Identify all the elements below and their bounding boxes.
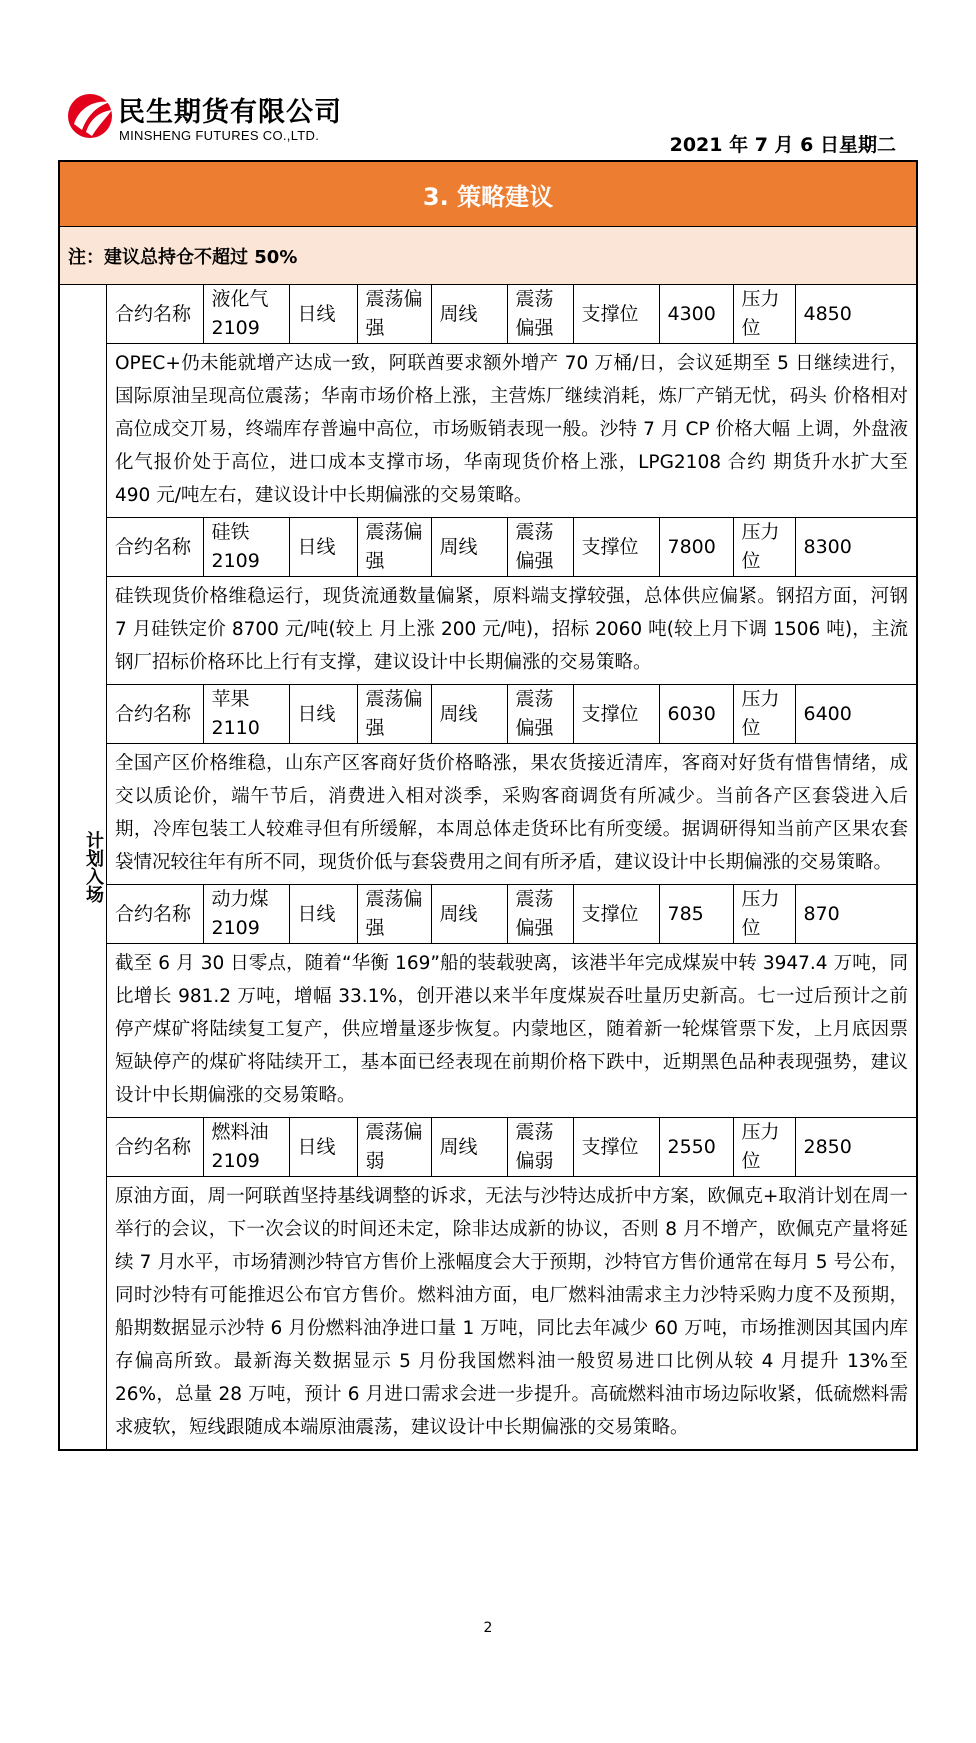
support-label: 支撑位 (573, 285, 659, 344)
company-logo (66, 90, 356, 150)
contract-header-row (107, 518, 916, 577)
contract-label: 合约名称 (107, 685, 203, 744)
contract-description-row (107, 577, 916, 685)
support-label: 支撑位 (573, 685, 659, 744)
weekly-label: 周线 (431, 1118, 507, 1177)
weekly-label: 周线 (431, 685, 507, 744)
resistance-label: 压力位 (733, 885, 795, 944)
contract-header-row (107, 885, 916, 944)
support-label: 支撑位 (573, 518, 659, 577)
contract-label: 合约名称 (107, 518, 203, 577)
resistance-label: 压力位 (733, 685, 795, 744)
daily-trend: 震荡偏强 (357, 885, 431, 944)
minsheng-logo-icon (66, 90, 116, 140)
contract-description: 全国产区价格维稳，山东产区客商好货价格略涨，果农货接近清库，客商对好货有惜售情绪，成交以质论价，端午节后，消费进入相对淡季，采购客商调货有所减少。当前各产区套袋进入后期，冷库包装工人较难寻但有所缓解，本周总体走货环比有所变缓。据调研得知当前产区果农套袋情况较往年有所不同，现货价低与套袋费用之间有所矛盾，建议设计中长期偏涨的交易策略。 (107, 744, 916, 885)
contract-name: 液化气 2109 (203, 285, 289, 344)
weekly-label: 周线 (431, 885, 507, 944)
contract-description: OPEC+仍未能就增产达成一致，阿联酋要求额外增产 70 万桶/日，会议延期至 5 日继续进行，国际原油呈现高位震荡；华南市场价格上涨，主营炼厂继续消耗，炼厂产销无忧，码头 价格相对高位成交丌易，终端库存普遍中高位，市场贩销表现一般。沙特 7 月 CP 价格大幅 上调，外盘液化气报价处于高位，进口成本支撑市场，华南现货价格上涨，LPG2108 合约 期货升水扩大至 490 元/吨左右，建议设计中长期偏涨的交易策略。 (107, 344, 916, 518)
support-label: 支撑位 (573, 885, 659, 944)
resistance-value: 6400 (795, 685, 916, 744)
contract-name: 燃料油 2109 (203, 1118, 289, 1177)
resistance-value: 2850 (795, 1118, 916, 1177)
support-value: 4300 (659, 285, 733, 344)
resistance-value: 4850 (795, 285, 916, 344)
resistance-value: 870 (795, 885, 916, 944)
daily-label: 日线 (289, 285, 357, 344)
contract-description-row (107, 744, 916, 885)
contracts-area (107, 285, 916, 1449)
daily-trend: 震荡偏强 (357, 518, 431, 577)
strategy-table (58, 160, 918, 1451)
contract-name: 动力煤 2109 (203, 885, 289, 944)
contracts-table (107, 285, 916, 1449)
side-label: 计划入场 (83, 831, 104, 903)
section-title: 3. 策略建议 (60, 162, 916, 227)
contract-label: 合约名称 (107, 285, 203, 344)
contract-description: 原油方面，周一阿联酋坚持基线调整的诉求，无法与沙特达成折中方案，欧佩克+取消计划在周一举行的会议，下一次会议的时间还未定，除非达成新的协议，否则 8 月不增产，欧佩克产量将延续 7 月水平，市场猜测沙特官方售价上涨幅度会大于预期，沙特官方售价通常在每月 5 号公布，同时沙特有可能推迟公布官方售价。燃料油方面，电厂燃料油需求主力沙特采购力度不及预期，船期数据显示沙特 6 月份燃料油净进口量 1 万吨，同比去年减少 60 万吨，市场推测因其国内库存偏高所致。最新海关数据显示 5 月份我国燃料油一般贸易进口比例从较 4 月提升 13%至 26%，总量 28 万吨，预计 6 月进口需求会进一步提升。高硫燃料油市场边际收紧，低硫燃料需求疲软，短线跟随成本端原油震荡，建议设计中长期偏涨的交易策略。 (107, 1177, 916, 1450)
support-value: 785 (659, 885, 733, 944)
support-value: 6030 (659, 685, 733, 744)
daily-label: 日线 (289, 1118, 357, 1177)
page-number: 2 (483, 1620, 493, 1636)
weekly-trend: 震荡偏强 (507, 885, 573, 944)
contract-label: 合约名称 (107, 1118, 203, 1177)
weekly-label: 周线 (431, 285, 507, 344)
daily-label: 日线 (289, 518, 357, 577)
daily-trend: 震荡偏强 (357, 285, 431, 344)
daily-trend: 震荡偏弱 (357, 1118, 431, 1177)
contract-description-row (107, 944, 916, 1118)
weekly-trend: 震荡偏强 (507, 285, 573, 344)
contract-description: 截至 6 月 30 日零点，随着“华衡 169”船的装载驶离，该港半年完成煤炭中转 3947.4 万吨，同比增长 981.2 万吨，增幅 33.1%，创开港以来半年度煤炭吞吐量历史新高。七一过后预计之前停产煤矿将陆续复工复产，供应增量逐步恢复。内蒙地区，随着新一轮煤管票下发，上月底因票短缺停产的煤矿将陆续开工，基本面已经表现在前期价格下跌中，近期黑色品种表现强势，建议设计中长期偏涨的交易策略。 (107, 944, 916, 1118)
contract-name: 苹果 2110 (203, 685, 289, 744)
company-name-cn: 民生期货有限公司 (118, 97, 342, 128)
support-label: 支撑位 (573, 1118, 659, 1177)
contract-header-row (107, 685, 916, 744)
resistance-label: 压力位 (733, 1118, 795, 1177)
weekly-label: 周线 (431, 518, 507, 577)
contract-header-row (107, 1118, 916, 1177)
resistance-value: 8300 (795, 518, 916, 577)
position-note: 注：建议总持仓不超过 50% (60, 227, 916, 285)
contract-header-row (107, 285, 916, 344)
support-value: 2550 (659, 1118, 733, 1177)
daily-label: 日线 (289, 885, 357, 944)
contract-label: 合约名称 (107, 885, 203, 944)
daily-label: 日线 (289, 685, 357, 744)
weekly-trend: 震荡偏强 (507, 518, 573, 577)
daily-trend: 震荡偏强 (357, 685, 431, 744)
contract-description-row (107, 344, 916, 518)
support-value: 7800 (659, 518, 733, 577)
weekly-trend: 震荡偏弱 (507, 1118, 573, 1177)
company-name-en: MINSHENG FUTURES CO.,LTD. (119, 128, 320, 143)
plan-entry-block (60, 285, 916, 1449)
weekly-trend: 震荡偏强 (507, 685, 573, 744)
contract-description: 硅铁现货价格维稳运行，现货流通数量偏紧，原料端支撑较强，总体供应偏紧。钢招方面，河钢 7 月硅铁定价 8700 元/吨(较上 月上涨 200 元/吨)，招标 2060 吨(较上月下调 1506 吨)，主流钢厂招标价格环比上行有支撑，建议设计中长期偏涨的交易策略。 (107, 577, 916, 685)
resistance-label: 压力位 (733, 285, 795, 344)
side-label-cell (60, 285, 107, 1449)
resistance-label: 压力位 (733, 518, 795, 577)
contract-description-row (107, 1177, 916, 1450)
report-date: 2021 年 7 月 6 日星期二 (669, 134, 896, 156)
contract-name: 硅铁 2109 (203, 518, 289, 577)
